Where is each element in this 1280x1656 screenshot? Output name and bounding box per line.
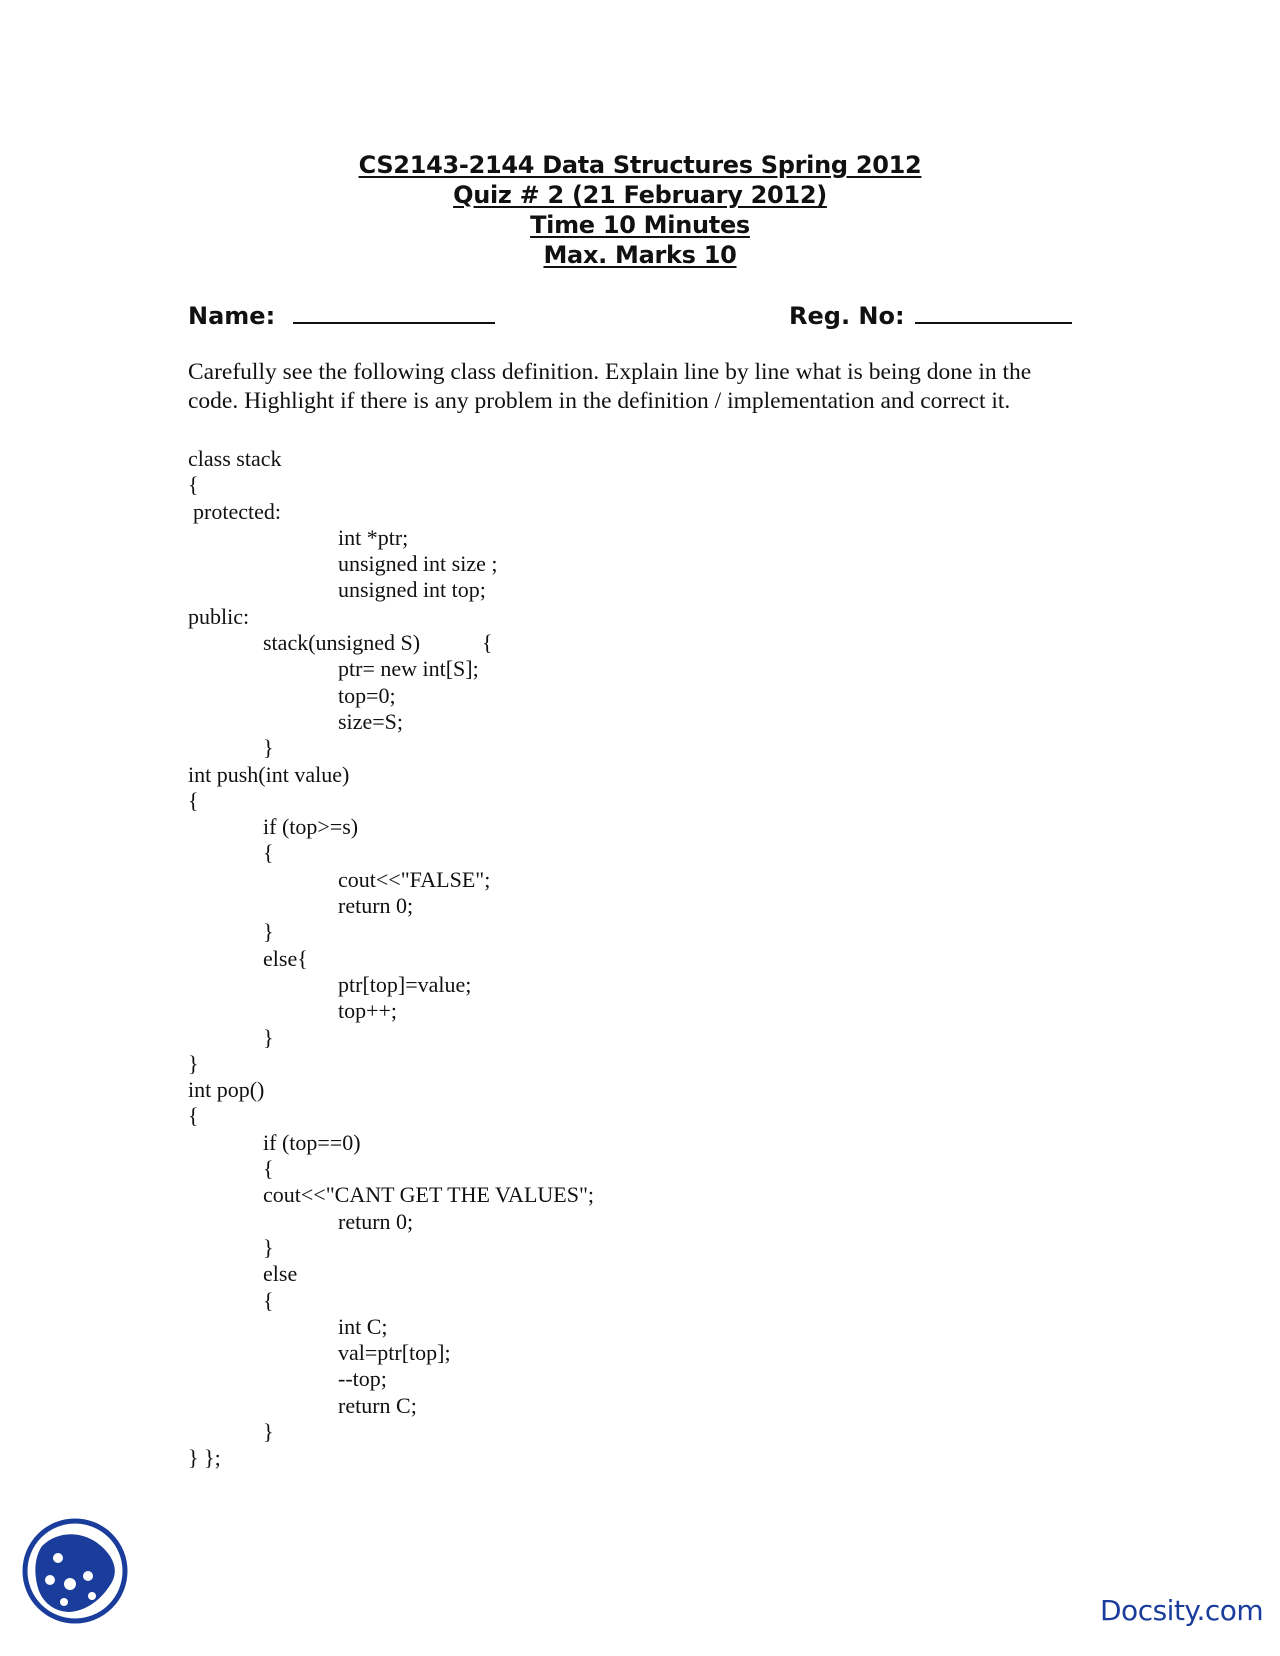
code-line: } bbox=[263, 1418, 274, 1444]
code-line: top++; bbox=[338, 998, 398, 1024]
code-text: stack(unsigned S) bbox=[263, 630, 421, 656]
code-line: public: bbox=[188, 603, 250, 629]
code-line: int pop() bbox=[188, 1077, 265, 1103]
code-line: } bbox=[263, 735, 274, 761]
code-line: protected: bbox=[193, 498, 281, 524]
code-line: class stack bbox=[188, 446, 282, 471]
code-line: ptr[top]=value; bbox=[338, 971, 472, 997]
code-line: ptr= new int[S]; bbox=[338, 656, 479, 682]
code-line: if (top>=s) bbox=[263, 814, 359, 840]
code-line: return 0; bbox=[338, 893, 414, 919]
reg-no-label: Reg. No: bbox=[789, 302, 905, 330]
code-line: return 0; bbox=[338, 1208, 414, 1234]
quiz-title: Quiz # 2 (21 February 2012) bbox=[453, 181, 827, 209]
code-line: top=0; bbox=[338, 682, 396, 708]
instructions-line: Carefully see the following class definition. Explain line by line what is being done in the bbox=[188, 359, 1032, 385]
instructions-line: code. Highlight if there is any problem in the definition / implementation and correct it. bbox=[188, 388, 1011, 414]
code-line: val=ptr[top]; bbox=[338, 1340, 451, 1366]
code-line: { bbox=[263, 1287, 274, 1313]
code-listing bbox=[188, 446, 594, 1472]
docsity-brand-link[interactable]: Docsity.com bbox=[1100, 1594, 1264, 1627]
code-line: } bbox=[263, 1024, 274, 1050]
docsity-logo-icon bbox=[20, 1516, 130, 1626]
code-line: return C; bbox=[338, 1392, 417, 1418]
course-title: CS2143-2144 Data Structures Spring 2012 bbox=[358, 151, 922, 179]
code-line: { bbox=[263, 1156, 274, 1182]
name-label: Name: bbox=[188, 302, 276, 330]
code-text: { bbox=[482, 630, 493, 656]
quiz-max-marks: Max. Marks 10 bbox=[543, 241, 737, 269]
reg-no-field bbox=[789, 298, 1072, 331]
code-line bbox=[188, 630, 594, 656]
reg-no-blank-line bbox=[915, 298, 1072, 324]
code-line: size=S; bbox=[338, 708, 403, 734]
code-line: { bbox=[188, 472, 199, 498]
quiz-time: Time 10 Minutes bbox=[530, 211, 750, 239]
code-line: int push(int value) bbox=[188, 761, 350, 787]
code-line: if (top==0) bbox=[263, 1129, 361, 1155]
code-line: else bbox=[263, 1261, 298, 1287]
code-line: { bbox=[188, 1103, 199, 1129]
code-line: int C; bbox=[338, 1313, 388, 1339]
code-line: } bbox=[188, 1050, 199, 1076]
code-line: else{ bbox=[263, 945, 308, 971]
code-line: cout<<"FALSE"; bbox=[338, 866, 491, 892]
code-line: cout<<"CANT GET THE VALUES"; bbox=[263, 1182, 595, 1208]
code-line: int *ptr; bbox=[338, 524, 409, 550]
code-line: } }; bbox=[188, 1445, 221, 1471]
code-line: { bbox=[188, 787, 199, 813]
code-line: --top; bbox=[338, 1366, 387, 1392]
code-line: } bbox=[263, 919, 274, 945]
code-line: } bbox=[263, 1234, 274, 1260]
instructions bbox=[188, 358, 1108, 416]
name-blank-line bbox=[293, 298, 495, 324]
code-line: unsigned int top; bbox=[338, 577, 486, 603]
name-field bbox=[188, 298, 495, 331]
code-line: { bbox=[263, 840, 274, 866]
quiz-header bbox=[0, 150, 1280, 270]
code-line: unsigned int size ; bbox=[338, 551, 498, 577]
